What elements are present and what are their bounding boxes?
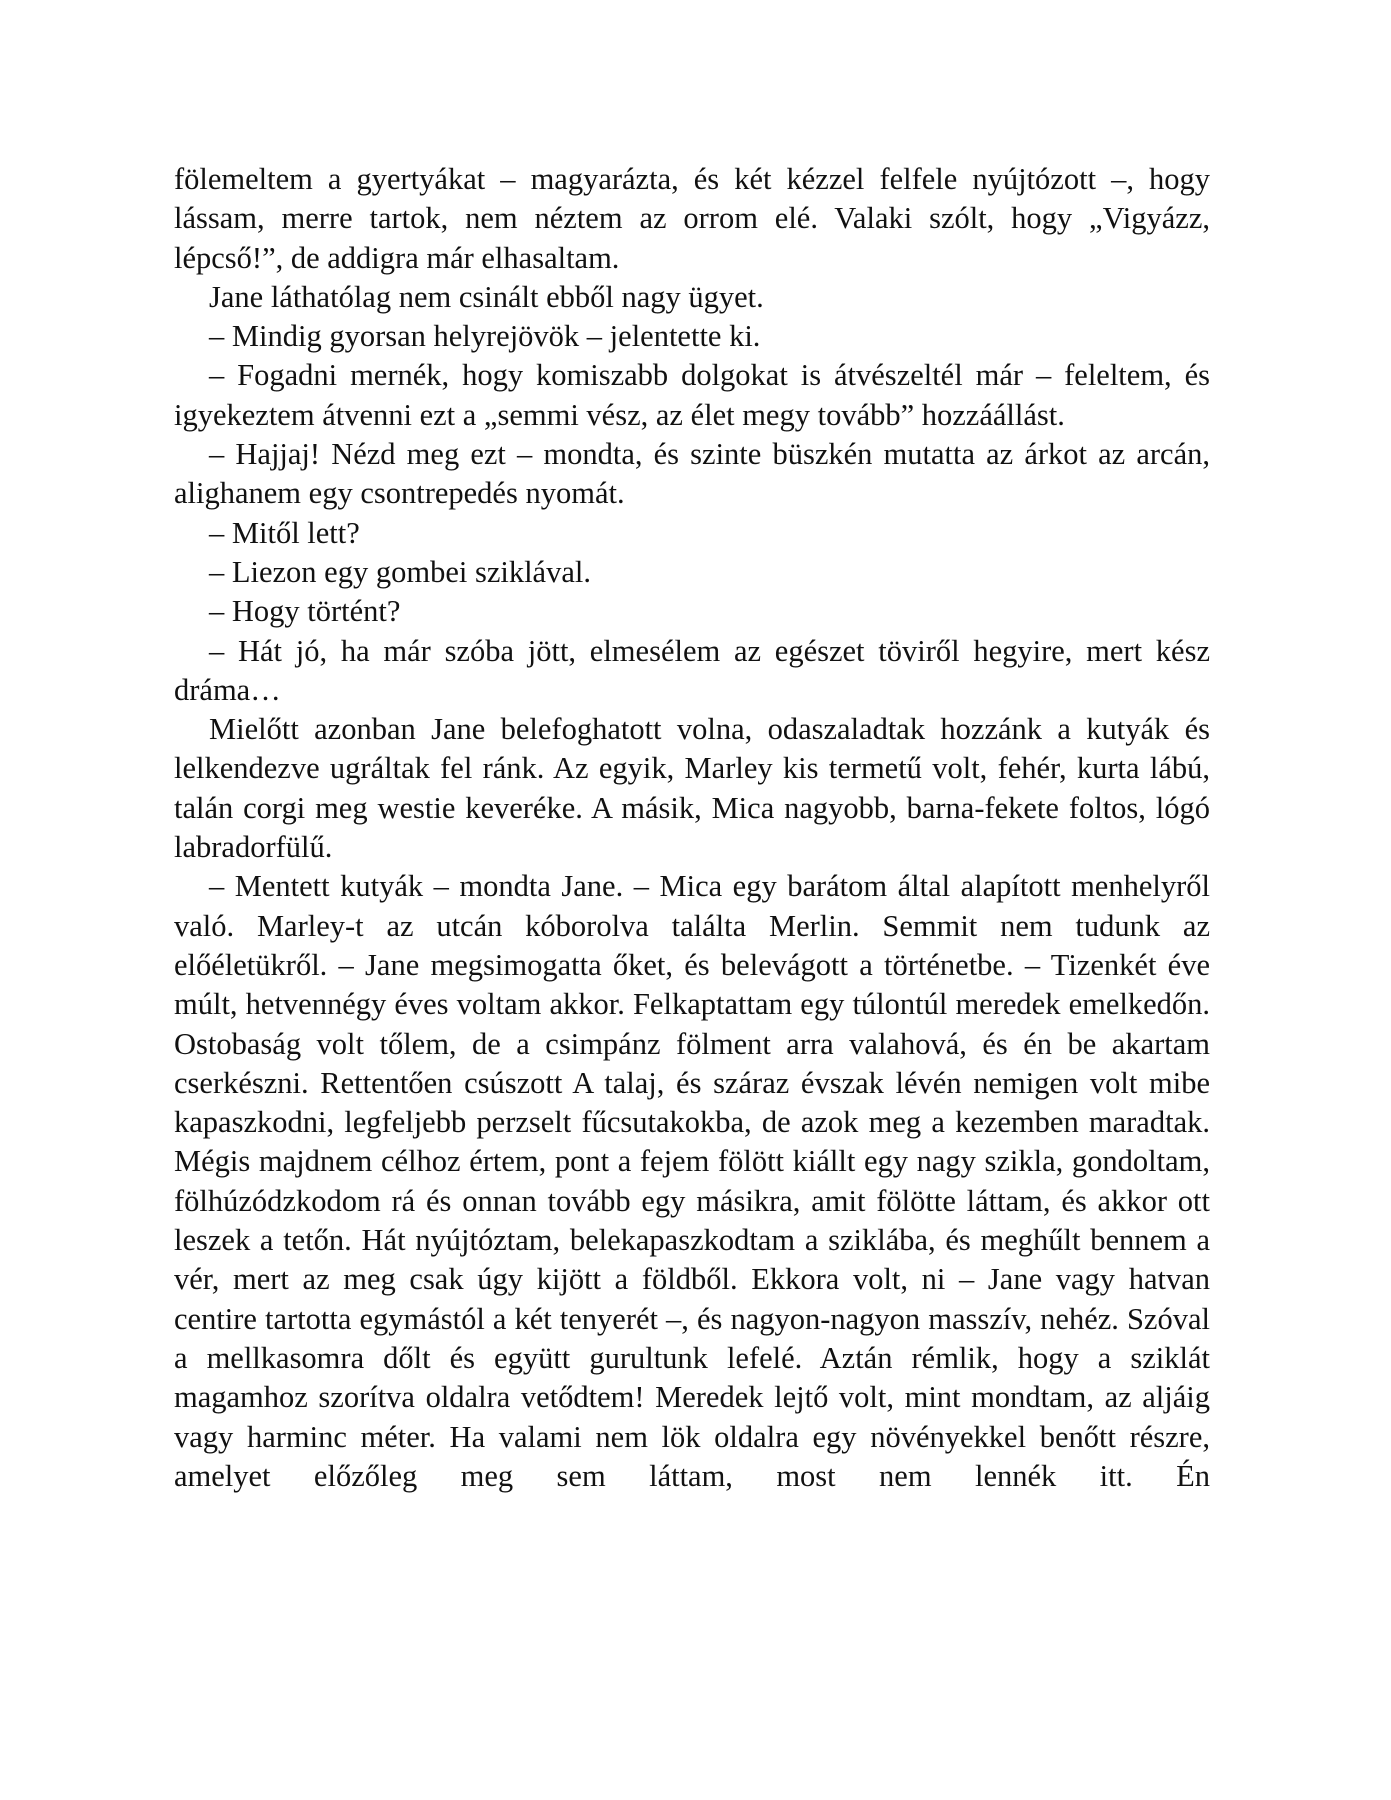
dialogue-line: – Hát jó, ha már szóba jött, elmesélem az egészet töviről hegyire, mert kész dráma… (174, 633, 1210, 707)
paragraph: Jane láthatólag nem csinált ebből nagy ügyet. (209, 279, 764, 314)
book-page (174, 160, 1210, 1496)
dialogue-line: – Fogadni mernék, hogy komiszabb dolgokat is átvészeltél már – feleltem, és igyekeztem átvenni ezt a „semmi vész, az élet megy tovább” hozzáállást. (174, 358, 1210, 432)
dialogue-line: – Mindig gyorsan helyrejövök – jelentette ki. (209, 319, 761, 354)
paragraph-continuation: fölemeltem a gyertyákat – magyarázta, és két kézzel felfele nyújtózott –, hogy lássam, merre tartok, nem néztem az orrom elé. Valaki szólt, hogy „Vigyázz, lépcső!”, de addigra már elhasaltam. (174, 162, 1210, 275)
paragraph-continues: – Mentett kutyák – mondta Jane. – Mica egy barátom által alapított menhelyről való. Marley-t az utcán kóborolva találta Merlin. Semmit nem tudunk az előéletükről. – Jane megsimogatta őket, és belevágott a történetbe. – Tizenkét éve múlt, hetvennégy éves voltam akkor. Felkaptattam egy túlontúl meredek emelkedőn. Ostobaság volt tőlem, de a csimpánz fölment arra valahová, és én be akartam cserkészni. Rettentően csúszott A talaj, és száraz évszak lévén nemigen volt mibe kapaszkodni, legfeljebb perzselt fűcsutakokba, de azok meg a kezemben maradtak. Mégis majdnem célhoz értem, pont a fejem fölött kiállt egy nagy szikla, gondoltam, fölhúzódzkodom rá és onnan tovább egy másikra, amit fölötte láttam, és akkor ott leszek a tetőn. Hát nyújtóztam, belekapaszkodtam a sziklába, és meghűlt bennem a vér, mert az meg csak úgy kijött a földből. Ekkora volt, ni – Jane vagy hatvan centire tartotta egymástól a két tenyerét –, és nagyon-nagyon masszív, nehéz. Szóval a mellkasomra dőlt és együtt gurultunk lefelé. Aztán rémlik, hogy a sziklát magamhoz szorítva oldalra vetődtem! Meredek lejtő volt, mint mondtam, az aljáig vagy harminc méter. Ha valami nem lök oldalra egy növényekkel benőtt részre, amelyet előzőleg meg sem láttam, most nem lennék itt. Én (174, 869, 1210, 1493)
dialogue-line: – Liezon egy gombei sziklával. (209, 554, 591, 589)
dialogue-line: – Mitől lett? (209, 515, 360, 550)
dialogue-line: – Hajjaj! Nézd meg ezt – mondta, és szinte büszkén mutatta az árkot az arcán, alighanem egy csontrepedés nyomát. (174, 437, 1210, 511)
dialogue-line: – Hogy történt? (209, 594, 401, 629)
paragraph: Mielőtt azonban Jane belefoghatott volna, odaszaladtak hozzánk a kutyák és lelkendezve ugráltak fel ránk. Az egyik, Marley kis termetű volt, fehér, kurta lábú, talán corgi meg westie keveréke. A másik, Mica nagyobb, barna-fekete foltos, lógó labradorfülű. (174, 712, 1210, 865)
